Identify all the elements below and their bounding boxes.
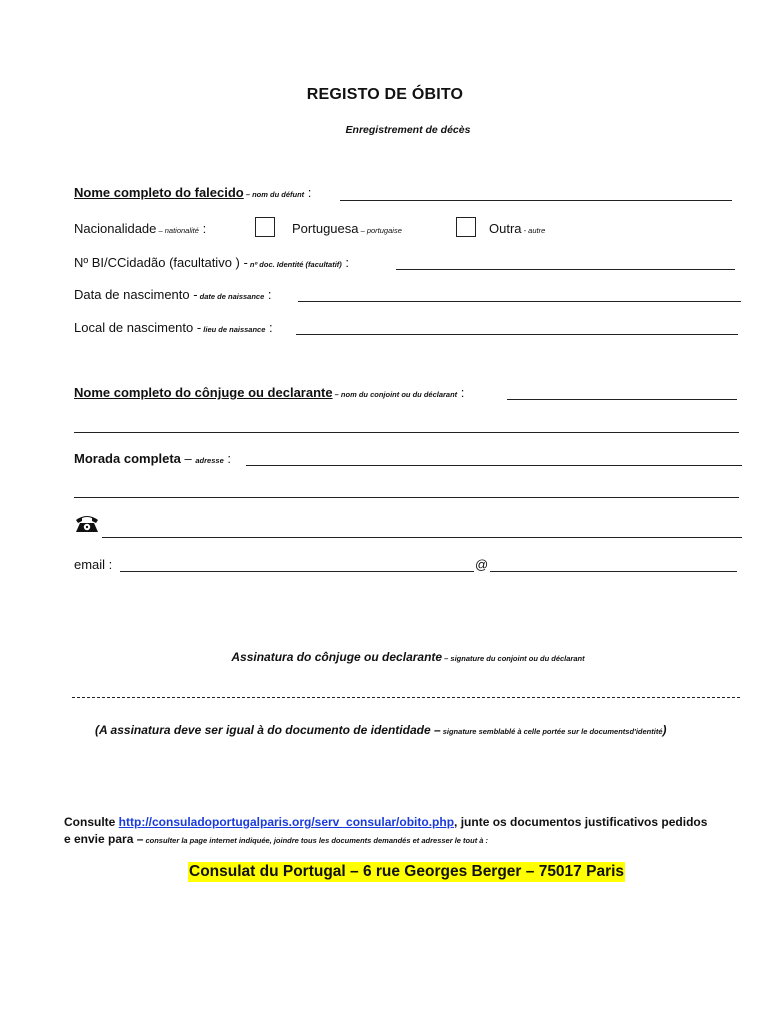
birth-date-colon: : <box>264 287 272 302</box>
spouse-name-label: Nome completo do cônjuge ou declarante <box>74 385 333 400</box>
id-number-label: Nº BI/CCidadão (facultativo ) - <box>74 255 248 270</box>
address-note: adresse <box>195 456 224 465</box>
email-label: email : <box>74 557 113 572</box>
phone-field[interactable] <box>102 537 742 538</box>
spouse-name-field[interactable] <box>507 399 737 400</box>
birth-date-note: date de naissance <box>197 292 265 301</box>
address-colon: : <box>223 451 231 466</box>
nationality-note: – nationalité <box>156 226 199 235</box>
birth-date-field[interactable] <box>298 301 741 302</box>
instructions-line-1 <box>64 814 707 831</box>
consulate-address: Consulat du Portugal – 6 rue Georges Berger – 75017 Paris <box>189 863 625 880</box>
nationality-label: Nacionalidade <box>74 221 157 236</box>
deceased-name-note: – nom du défunt <box>243 190 305 199</box>
telephone-icon <box>74 512 100 534</box>
spouse-name-note: – nom du conjoint ou du déclarant <box>332 390 458 399</box>
birth-place-label: Local de nascimento - <box>74 320 202 335</box>
address-dash: – <box>180 451 196 466</box>
other-nationality-note: - autre <box>521 226 546 235</box>
other-nationality-label: Outra <box>489 221 522 236</box>
birth-date-label: Data de nascimento - <box>74 287 198 302</box>
birth-place-field[interactable] <box>296 334 738 335</box>
spouse-name-colon: : <box>457 385 465 400</box>
id-number-colon: : <box>341 255 350 270</box>
email-domain-field[interactable] <box>490 571 737 572</box>
address-field-continued[interactable] <box>74 497 739 498</box>
portuguese-note: – portugaise <box>358 226 402 235</box>
signature-note: – signature du conjoint ou du déclarant <box>442 654 585 663</box>
id-number-field[interactable] <box>396 269 735 270</box>
nationality-colon: : <box>198 221 207 236</box>
signature-rule <box>95 723 667 737</box>
portuguese-label: Portuguesa <box>292 221 359 236</box>
signature-field[interactable] <box>72 697 740 698</box>
consulate-link[interactable]: http://consuladoportugalparis.org/serv_consular/obito.php <box>118 815 455 829</box>
deceased-name-field[interactable] <box>340 200 732 201</box>
instructions <box>64 814 707 849</box>
other-nationality-option <box>489 221 545 236</box>
signature-rule-fr: signature semblablé à celle portée sur le documentsd'identité <box>440 727 663 736</box>
deceased-name-label-row <box>74 185 311 200</box>
email-user-field[interactable] <box>120 571 474 572</box>
email-at-sign: @ <box>475 557 489 572</box>
signature-rule-close: ) <box>662 723 667 737</box>
address-field[interactable] <box>246 465 742 466</box>
portuguese-checkbox[interactable] <box>255 217 275 237</box>
birth-date-label-row <box>74 287 272 302</box>
birth-place-colon: : <box>265 320 273 335</box>
id-number-note: nº doc. Identité (facultatif) <box>247 260 342 269</box>
id-number-label-row <box>74 255 349 270</box>
other-nationality-checkbox[interactable] <box>456 217 476 237</box>
signature-label: Assinatura do cônjuge ou declarante <box>231 650 443 664</box>
deceased-name-label: Nome completo do falecido <box>74 185 244 200</box>
signature-rule-text: (A assinatura deve ser igual à do documento de identidade – <box>95 723 441 737</box>
page-subtitle: Enregistrement de décès <box>345 124 471 136</box>
page-title: REGISTO DE ÓBITO <box>306 86 464 103</box>
birth-place-note: lieu de naissance <box>201 325 266 334</box>
instructions-line-2 <box>64 831 707 849</box>
nationality-label-row <box>74 221 206 236</box>
portuguese-option <box>292 221 402 236</box>
address-label: Morada completa <box>74 451 181 466</box>
birth-place-label-row <box>74 320 273 335</box>
instructions-prefix: Consulte <box>64 815 119 829</box>
address-label-row <box>74 451 231 466</box>
signature-label-row <box>0 650 770 664</box>
instructions-line2-text: e envie para – <box>64 832 144 846</box>
deceased-name-colon: : <box>304 185 312 200</box>
spouse-name-field-continued[interactable] <box>74 432 739 433</box>
instructions-suffix: , junte os documentos justificativos pedidos <box>454 815 708 829</box>
spouse-name-label-row <box>74 385 464 400</box>
instructions-line2-note: consulter la page internet indiquée, joindre tous les documents demandés et adresser le tout à : <box>143 836 489 845</box>
